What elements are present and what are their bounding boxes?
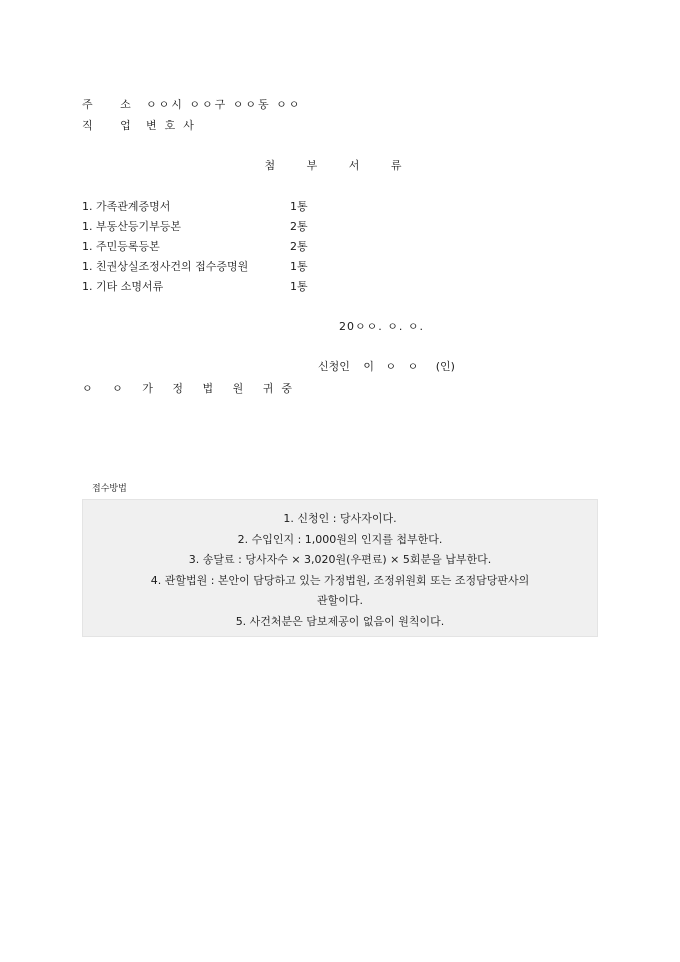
occupation-label: 직 업 xyxy=(82,119,143,132)
attachment-count: 1통 xyxy=(290,260,308,273)
attachment-count: 2통 xyxy=(290,220,308,233)
attachment-name: 1. 주민등록등본 xyxy=(82,240,160,253)
filing-item: 5. 사건처분은 담보제공이 없음이 원칙이다. xyxy=(235,614,445,628)
attachment-count: 2통 xyxy=(290,240,308,253)
filing-item: 4. 관할법원 : 본안이 담당하고 있는 가정법원, 조정위원회 또는 조정담당판사의 xyxy=(150,573,530,587)
attachment-item xyxy=(82,238,308,254)
filing-item: 2. 수입인지 : 1,000원의 인지를 첩부한다. xyxy=(237,532,443,546)
attachment-item xyxy=(82,278,308,294)
attachment-name: 1. 기타 소명서류 xyxy=(82,280,164,293)
court-addressee: ㅇ ㅇ 가 정 법 원 귀중 xyxy=(82,382,300,395)
attachment-item xyxy=(82,218,308,234)
attachments-title: 첨 부 서 류 xyxy=(264,159,416,172)
address-row xyxy=(82,96,302,112)
address-label: 주 소 xyxy=(82,98,143,111)
document-date: 20ㅇㅇ. ㅇ. ㅇ. xyxy=(339,320,424,333)
attachment-count: 1통 xyxy=(290,200,308,213)
attachment-name: 1. 친권상실조정사건의 접수증명원 xyxy=(82,260,249,273)
filing-item: 관할이다. xyxy=(316,594,363,607)
attachment-item xyxy=(82,198,308,214)
applicant-seal: (인) xyxy=(435,360,455,373)
attachment-count: 1통 xyxy=(290,280,308,293)
address-value: ㅇㅇ시 ㅇㅇ구 ㅇㅇ동 ㅇㅇ xyxy=(146,98,302,111)
attachment-name: 1. 부동산등기부등본 xyxy=(82,220,181,233)
attachment-name: 1. 가족관계증명서 xyxy=(82,200,171,213)
occupation-row xyxy=(82,117,202,133)
applicant-line xyxy=(318,358,465,374)
filing-section-title: 접수방법 xyxy=(92,484,127,494)
filing-item: 3. 송달료 : 당사자수 × 3,020원(우편료) × 5회분을 납부한다. xyxy=(188,553,492,566)
filing-item: 1. 신청인 : 당사자이다. xyxy=(283,512,397,525)
applicant-label: 신청인 xyxy=(318,360,350,373)
occupation-value: 변호사 xyxy=(146,119,202,132)
attachment-item xyxy=(82,258,308,274)
applicant-name: 이 ㅇ ㅇ xyxy=(363,360,423,373)
filing-method-box xyxy=(82,499,598,637)
